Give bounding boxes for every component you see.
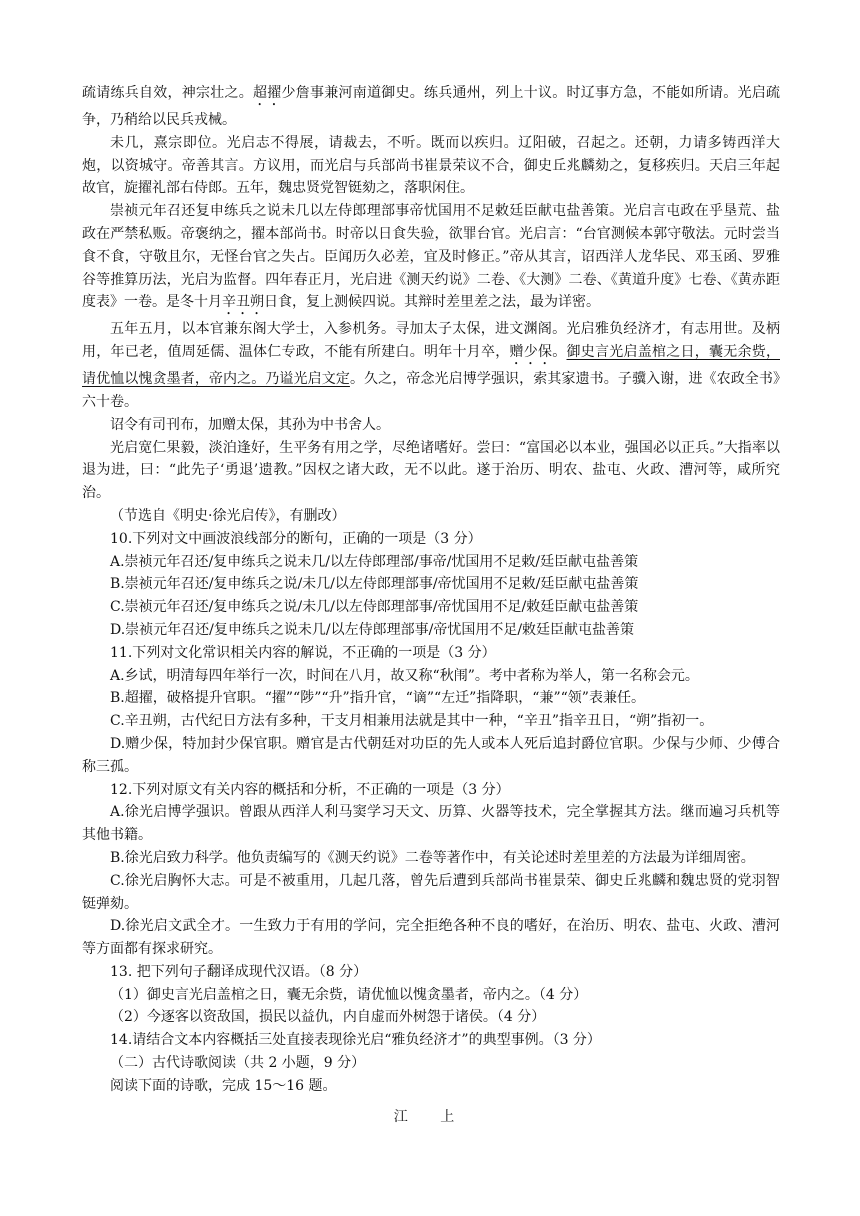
question-12-option-b: B.徐光启致力科学。他负责编写的《测天约说》二卷等著作中，有关论述时差里差的方法最为详细周密。 bbox=[110, 849, 755, 866]
text: 日食，复上测候四说。其辩时差里差之法，最为详密。 bbox=[264, 294, 600, 311]
text: 崇祯元年召还复申练兵之说未几以左侍郎理部事帝忧国用不足敕廷臣献屯盐善策。光启言屯政在乎垦荒、盐政在严禁私贩。帝褒纳之，擢本部尚书。时帝以日食失验，欲罪台官。光启言：“台官测候本郭守敬法。元时尝当食不食，守敬且尔，无怪台官之失占。臣闻历久必差，宜及时修正。”帝从其言，诏西洋人龙华民、邓玉函、罗雅谷等推算历法，光启为监督。四年春正月，光启进《测天约说》二卷、《大测》二卷、《黄道升度》七卷、《黄赤距度表》一卷。是冬十月 bbox=[82, 203, 780, 311]
question-11-option-a: A.乡试，明清每四年举行一次，时间在八月，故又称“秋闱”。考中者称为举人，第一名称会元。 bbox=[110, 667, 699, 684]
passage-paragraph-2: 未几，熹宗即位。光启志不得展，请裁去，不听。既而以疾归。辽阳破，召起之。还朝，力请多铸西洋大炮，以资城守。帝善其言。方议用，而光启与兵部尚书崔景荣议不合，御史丘兆麟劾之，复移疾归。天启三年起故官，旋擢礼部右侍郎。五年，魏忠贤党智铤劾之，落职闲住。 bbox=[82, 134, 780, 197]
passage-paragraph-5: 诏令有司刊布，加赠太保，其孙为中书舍人。 bbox=[110, 416, 390, 433]
emphasized-term: 超擢 bbox=[253, 85, 282, 101]
text: 五年五月，以本官兼东阁大学士，入参机务。寻加太子太保，进文渊阁。光启雅负经济才，有志用世。及柄用，年已老，值周延儒、温体仁专政，不能有所建白。明年十月卒， bbox=[82, 321, 780, 361]
exam-page bbox=[82, 82, 780, 1128]
section-heading: （二）古代诗歌阅读（共 2 小题，9 分） bbox=[110, 1055, 366, 1072]
question-10-option-a: A.崇祯元年召还/复申练兵之说未几/以左侍郎理部/事帝/忧国用不足敕/廷臣献屯盐善策 bbox=[110, 553, 639, 570]
question-10-stem: 10.下列对文中画波浪线部分的断句，正确的一项是（3 分） bbox=[110, 530, 482, 547]
question-12-option-d: D.徐光启文武全才。一生致力于有用的学问，完全拒绝各种不良的嗜好，在治历、明农、盐屯、火政、漕河等方面都有探求研究。 bbox=[82, 918, 780, 958]
question-10-option-d: D.崇祯元年召还/复申练兵之说未几/以左侍郎理部事/帝忧国用不足/敕廷臣献屯盐善策 bbox=[110, 621, 635, 638]
passage-paragraph-4 bbox=[82, 318, 780, 413]
poem-title: 江 上 bbox=[393, 1108, 469, 1125]
question-11-option-d: D.赠少保，特加封少保官职。赠官是古代朝廷对功臣的先人或本人死后追封爵位官职。少保与少师、少傅合称三孤。 bbox=[82, 735, 780, 775]
emphasized-term: 辛丑朔 bbox=[222, 294, 264, 311]
question-13-sentence-2: （2）今逐客以资敌国，损民以益仇，内自虚而外树怨于诸侯。（4 分） bbox=[110, 1009, 546, 1026]
text: 少詹事兼河南道御史。练兵通州，列上十议。时辽事方急，不能如所请。光启疏争，乃稍给以民兵戎械。 bbox=[82, 85, 780, 128]
question-12-option-c: C.徐光启胸怀大志。可是不被重用，几起几落，曾先后遭到兵部尚书崔景荣、御史丘兆麟和魏忠贤的党羽智铤弹劾。 bbox=[82, 872, 780, 912]
question-11-option-c: C.辛丑朔，古代纪日方法有多种，干支月相兼用法就是其中一种，“辛丑”指辛丑日，“朔”指初一。 bbox=[110, 713, 714, 730]
passage-paragraph-1 bbox=[82, 82, 780, 132]
question-13-stem: 13. 把下列句子翻译成现代汉语。（8 分） bbox=[110, 963, 368, 980]
question-13-sentence-1: （1）御史言光启盖棺之日，囊无余赀，请优恤以愧贪墨者，帝内之。（4 分） bbox=[110, 986, 588, 1003]
question-10-option-b: B.崇祯元年召还/复申练兵之说/未几/以左侍郎理部事/帝忧国用不足敕/廷臣献屯盐善策 bbox=[110, 576, 639, 593]
emphasized-term: 赠少保 bbox=[509, 344, 553, 361]
passage-paragraph-3 bbox=[82, 200, 780, 318]
underlined-sentence: 御史言光启盖棺之日，囊无余赀，请优恤以愧贪墨者，帝内之。乃谥光启文定 bbox=[82, 344, 780, 388]
text: 疏请练兵自效，神宗壮之。 bbox=[82, 85, 253, 101]
instruction: 阅读下面的诗歌，完成 15～16 题。 bbox=[110, 1077, 337, 1094]
question-10-option-c: C.崇祯元年召还/复申练兵之说/未几/以左侍郎理部事/帝忧国用不足/敕廷臣献屯盐善策 bbox=[110, 599, 639, 616]
source-note: （节选自《明史·徐光启传》，有删改） bbox=[110, 507, 346, 524]
question-12-option-a: A.徐光启博学强识。曾跟从西洋人利马窦学习天文、历算、火器等技术，完全掌握其方法。继而遍习兵机等其他书籍。 bbox=[82, 804, 780, 844]
question-14: 14.请结合文本内容概括三处直接表现徐光启“雅负经济才”的典型事例。（3 分） bbox=[110, 1032, 601, 1049]
text: 。 bbox=[552, 344, 567, 361]
text: 。久之，帝念光启博学强识，索其家遗书。子骥入谢，进《农政全书》六十卷。 bbox=[82, 371, 780, 410]
question-11-option-b: B.超擢，破格提升官职。“擢”“陟”“升”指升官，“谪”“左迁”指降职，“兼”“领”表兼任。 bbox=[110, 690, 645, 707]
question-11-stem: 11.下列对文化常识相关内容的解说，不正确的一项是（3 分） bbox=[110, 644, 496, 661]
question-12-stem: 12.下列对原文有关内容的概括和分析，不正确的一项是（3 分） bbox=[110, 781, 510, 798]
passage-paragraph-6: 光启宽仁果毅，淡泊逢好，生平务有用之学，尽绝诸嗜好。尝曰：“富国必以本业，强国必以正兵。”大指率以退为进，曰：“此先子‘勇退’遗教。”因权之诸大政，无不以此。遂于治历、明农、盐屯、火政、漕河等，咸所究治。 bbox=[82, 439, 780, 502]
